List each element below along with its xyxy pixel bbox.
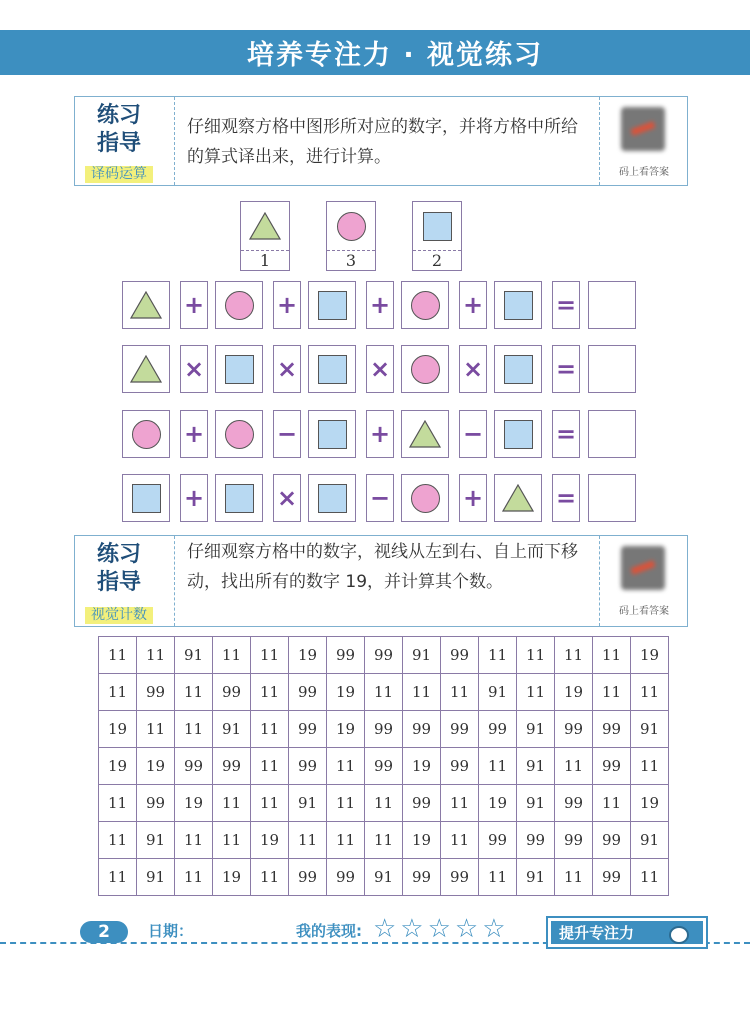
grid-cell: 99 bbox=[555, 822, 593, 859]
key-square bbox=[412, 201, 462, 271]
grid-cell: 11 bbox=[251, 748, 289, 785]
grid-cell: 19 bbox=[175, 785, 213, 822]
guide-subtitle: 译码运算 bbox=[85, 166, 153, 183]
grid-cell: 11 bbox=[517, 637, 555, 674]
operator: + bbox=[366, 281, 394, 329]
triangle-icon bbox=[401, 410, 449, 458]
circle-icon bbox=[327, 202, 375, 250]
qr-panel bbox=[599, 97, 687, 185]
equals-sign: = bbox=[552, 345, 580, 393]
grid-cell: 99 bbox=[593, 748, 631, 785]
guide-label bbox=[75, 536, 175, 626]
triangle-icon bbox=[241, 202, 289, 250]
grid-cell: 11 bbox=[517, 674, 555, 711]
operator: × bbox=[273, 474, 301, 522]
guide-instructions: 仔细观察方格中图形所对应的数字，并将方格中所给的算式译出来，进行计算。 bbox=[187, 117, 578, 167]
qr-label: 码上看答案 bbox=[619, 606, 669, 617]
grid-cell: 99 bbox=[441, 637, 479, 674]
grid-cell: 91 bbox=[631, 822, 669, 859]
circle-icon bbox=[122, 410, 170, 458]
equation-row bbox=[0, 345, 750, 395]
operator: + bbox=[180, 474, 208, 522]
grid-cell: 11 bbox=[327, 822, 365, 859]
grid-cell: 91 bbox=[517, 859, 555, 896]
grid-cell: 99 bbox=[365, 711, 403, 748]
operator: × bbox=[366, 345, 394, 393]
square-icon bbox=[215, 474, 263, 522]
grid-cell: 99 bbox=[137, 785, 175, 822]
grid-cell: 19 bbox=[631, 785, 669, 822]
square-icon bbox=[308, 345, 356, 393]
grid-cell: 11 bbox=[251, 674, 289, 711]
grid-cell: 99 bbox=[175, 748, 213, 785]
square-icon bbox=[122, 474, 170, 522]
qr-code-icon[interactable] bbox=[621, 107, 665, 151]
circle-icon bbox=[401, 281, 449, 329]
grid-cell: 11 bbox=[593, 674, 631, 711]
grid-cell: 11 bbox=[593, 785, 631, 822]
grid-cell: 11 bbox=[213, 637, 251, 674]
answer-box[interactable] bbox=[588, 345, 636, 393]
grid-cell: 99 bbox=[213, 748, 251, 785]
equals-sign: = bbox=[552, 410, 580, 458]
grid-cell: 11 bbox=[327, 785, 365, 822]
grid-cell: 99 bbox=[289, 859, 327, 896]
key-circle bbox=[326, 201, 376, 271]
grid-cell: 91 bbox=[479, 674, 517, 711]
page-title: 培养专注力 · 视觉练习 bbox=[246, 40, 544, 71]
grid-cell: 19 bbox=[631, 637, 669, 674]
guide-instructions: 仔细观察方格中的数字，视线从左到右、自上而下移动，找出所有的数字 19，并计算其个数。 bbox=[187, 542, 578, 592]
equals-sign: = bbox=[552, 474, 580, 522]
grid-cell: 99 bbox=[365, 748, 403, 785]
grid-cell: 19 bbox=[99, 711, 137, 748]
grid-row bbox=[99, 859, 669, 896]
circle-icon bbox=[401, 474, 449, 522]
grid-row bbox=[99, 822, 669, 859]
circle-icon bbox=[215, 281, 263, 329]
grid-cell: 11 bbox=[593, 637, 631, 674]
grid-cell: 11 bbox=[479, 859, 517, 896]
grid-row bbox=[99, 711, 669, 748]
guide-title-line1: 练习 bbox=[97, 542, 142, 567]
grid-cell: 11 bbox=[213, 785, 251, 822]
grid-cell: 19 bbox=[403, 748, 441, 785]
grid-cell: 11 bbox=[365, 785, 403, 822]
answer-box[interactable] bbox=[588, 410, 636, 458]
number-grid bbox=[98, 636, 669, 896]
grid-cell: 19 bbox=[327, 711, 365, 748]
grid-cell: 11 bbox=[555, 637, 593, 674]
grid-cell: 11 bbox=[555, 859, 593, 896]
grid-cell: 11 bbox=[251, 711, 289, 748]
grid-cell: 19 bbox=[289, 637, 327, 674]
grid-cell: 11 bbox=[251, 859, 289, 896]
grid-cell: 11 bbox=[175, 859, 213, 896]
grid-cell: 99 bbox=[441, 859, 479, 896]
operator: × bbox=[459, 345, 487, 393]
grid-cell: 91 bbox=[213, 711, 251, 748]
performance-label: 我的表现: bbox=[296, 922, 362, 940]
guide-title-line2: 指导 bbox=[97, 570, 142, 595]
answer-box[interactable] bbox=[588, 474, 636, 522]
grid-cell: 99 bbox=[289, 674, 327, 711]
grid-cell: 91 bbox=[289, 785, 327, 822]
grid-cell: 19 bbox=[555, 674, 593, 711]
grid-cell: 91 bbox=[631, 711, 669, 748]
triangle-icon bbox=[122, 281, 170, 329]
grid-cell: 99 bbox=[517, 822, 555, 859]
grid-cell: 11 bbox=[365, 674, 403, 711]
guide-label bbox=[75, 97, 175, 185]
grid-cell: 99 bbox=[137, 674, 175, 711]
operator: × bbox=[273, 345, 301, 393]
grid-cell: 11 bbox=[99, 637, 137, 674]
grid-cell: 11 bbox=[175, 711, 213, 748]
grid-cell: 11 bbox=[631, 748, 669, 785]
grid-cell: 99 bbox=[213, 674, 251, 711]
rocket-icon bbox=[669, 926, 689, 944]
qr-label: 码上看答案 bbox=[619, 167, 669, 178]
square-icon bbox=[494, 410, 542, 458]
operator: + bbox=[459, 281, 487, 329]
guide-subtitle: 视觉计数 bbox=[85, 607, 153, 624]
square-icon bbox=[215, 345, 263, 393]
grid-row bbox=[99, 748, 669, 785]
grid-row bbox=[99, 637, 669, 674]
answer-box[interactable] bbox=[588, 281, 636, 329]
grid-cell: 11 bbox=[555, 748, 593, 785]
qr-panel bbox=[599, 536, 687, 626]
grid-row bbox=[99, 674, 669, 711]
key-number: 3 bbox=[327, 250, 375, 270]
grid-cell: 11 bbox=[213, 822, 251, 859]
grid-cell: 99 bbox=[289, 748, 327, 785]
grid-cell: 99 bbox=[327, 859, 365, 896]
equation-row bbox=[0, 474, 750, 524]
grid-cell: 91 bbox=[403, 637, 441, 674]
grid-cell: 99 bbox=[327, 637, 365, 674]
square-icon bbox=[308, 281, 356, 329]
equals-sign: = bbox=[552, 281, 580, 329]
grid-cell: 99 bbox=[555, 785, 593, 822]
grid-cell: 99 bbox=[441, 748, 479, 785]
grid-cell: 91 bbox=[517, 748, 555, 785]
grid-cell: 99 bbox=[593, 711, 631, 748]
grid-cell: 11 bbox=[251, 637, 289, 674]
grid-cell: 99 bbox=[365, 637, 403, 674]
grid-cell: 11 bbox=[289, 822, 327, 859]
guide-box-count bbox=[74, 535, 688, 627]
guide-box-decode bbox=[74, 96, 688, 186]
rating-stars[interactable]: ☆☆☆☆☆ bbox=[373, 914, 510, 944]
grid-cell: 11 bbox=[99, 822, 137, 859]
operator: + bbox=[180, 410, 208, 458]
operator: + bbox=[366, 410, 394, 458]
grid-cell: 11 bbox=[175, 674, 213, 711]
grid-cell: 91 bbox=[175, 637, 213, 674]
square-icon bbox=[494, 345, 542, 393]
guide-title-line2: 指导 bbox=[97, 131, 142, 156]
triangle-icon bbox=[494, 474, 542, 522]
grid-cell: 11 bbox=[175, 822, 213, 859]
operator: + bbox=[273, 281, 301, 329]
grid-cell: 11 bbox=[251, 785, 289, 822]
circle-icon bbox=[215, 410, 263, 458]
operator: + bbox=[459, 474, 487, 522]
grid-cell: 99 bbox=[593, 822, 631, 859]
triangle-icon bbox=[122, 345, 170, 393]
grid-cell: 11 bbox=[327, 748, 365, 785]
date-label: 日期： bbox=[148, 922, 194, 940]
qr-code-icon[interactable] bbox=[621, 546, 665, 590]
grid-cell: 19 bbox=[137, 748, 175, 785]
grid-cell: 11 bbox=[99, 785, 137, 822]
grid-cell: 11 bbox=[137, 711, 175, 748]
grid-cell: 91 bbox=[365, 859, 403, 896]
operator: + bbox=[180, 281, 208, 329]
boost-label: 提升专注力 bbox=[559, 924, 635, 942]
grid-cell: 99 bbox=[289, 711, 327, 748]
page-number: 2 bbox=[80, 921, 128, 943]
grid-cell: 11 bbox=[441, 785, 479, 822]
page-header bbox=[0, 30, 750, 75]
boost-focus-badge bbox=[546, 916, 708, 949]
grid-cell: 19 bbox=[327, 674, 365, 711]
grid-cell: 99 bbox=[479, 711, 517, 748]
equation-row bbox=[0, 410, 750, 460]
grid-cell: 99 bbox=[555, 711, 593, 748]
grid-cell: 99 bbox=[593, 859, 631, 896]
operator: − bbox=[459, 410, 487, 458]
grid-cell: 19 bbox=[213, 859, 251, 896]
key-number: 1 bbox=[241, 250, 289, 270]
square-icon bbox=[413, 202, 461, 250]
grid-cell: 11 bbox=[441, 674, 479, 711]
operator: × bbox=[180, 345, 208, 393]
grid-cell: 11 bbox=[479, 637, 517, 674]
grid-cell: 11 bbox=[441, 822, 479, 859]
grid-row bbox=[99, 785, 669, 822]
square-icon bbox=[308, 410, 356, 458]
grid-cell: 99 bbox=[403, 859, 441, 896]
grid-cell: 99 bbox=[403, 711, 441, 748]
grid-cell: 11 bbox=[365, 822, 403, 859]
grid-cell: 99 bbox=[479, 822, 517, 859]
grid-cell: 11 bbox=[403, 674, 441, 711]
grid-cell: 19 bbox=[403, 822, 441, 859]
grid-cell: 19 bbox=[479, 785, 517, 822]
guide-title-line1: 练习 bbox=[97, 103, 142, 128]
square-icon bbox=[494, 281, 542, 329]
grid-cell: 91 bbox=[137, 859, 175, 896]
grid-cell: 11 bbox=[99, 859, 137, 896]
grid-cell: 99 bbox=[441, 711, 479, 748]
grid-cell: 11 bbox=[479, 748, 517, 785]
grid-cell: 91 bbox=[517, 785, 555, 822]
square-icon bbox=[308, 474, 356, 522]
grid-cell: 11 bbox=[631, 859, 669, 896]
grid-cell: 91 bbox=[137, 822, 175, 859]
operator: − bbox=[273, 410, 301, 458]
circle-icon bbox=[401, 345, 449, 393]
grid-cell: 11 bbox=[137, 637, 175, 674]
operator: − bbox=[366, 474, 394, 522]
grid-cell: 11 bbox=[99, 674, 137, 711]
key-number: 2 bbox=[413, 250, 461, 270]
key-triangle bbox=[240, 201, 290, 271]
grid-cell: 91 bbox=[517, 711, 555, 748]
grid-cell: 19 bbox=[99, 748, 137, 785]
grid-cell: 99 bbox=[403, 785, 441, 822]
grid-cell: 11 bbox=[631, 674, 669, 711]
equation-row bbox=[0, 281, 750, 331]
grid-cell: 19 bbox=[251, 822, 289, 859]
